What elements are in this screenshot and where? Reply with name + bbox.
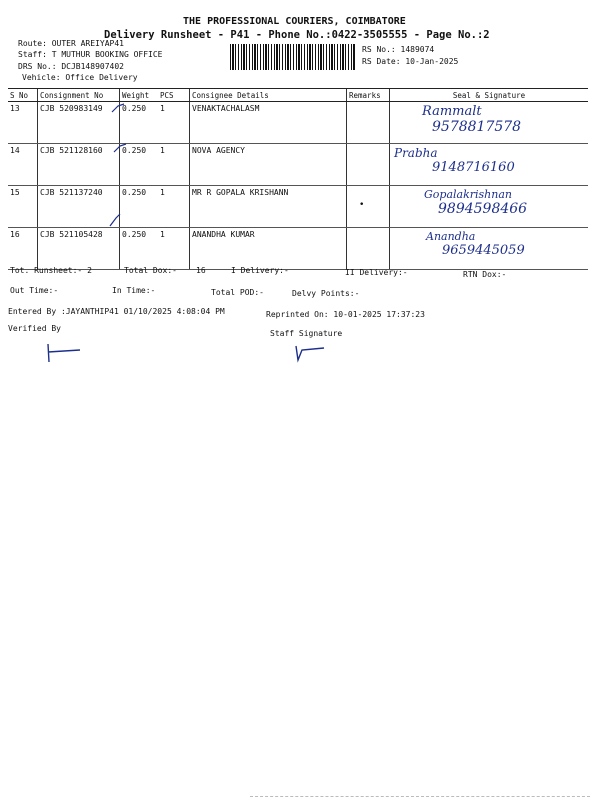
- verified-by-label: Verified By: [8, 324, 61, 333]
- row-weight: 0.250: [120, 144, 159, 186]
- table-row: [8, 102, 588, 144]
- signature-name: Anandha: [426, 230, 476, 243]
- route-label: Route: OUTER AREIYAP41: [18, 39, 124, 48]
- ii-delivery-label: II Delivery:-: [345, 268, 408, 277]
- row-remarks: [347, 102, 390, 144]
- rs-date: RS Date: 10-Jan-2025: [362, 57, 459, 66]
- col-seal-signature: Seal & Signature: [390, 89, 589, 102]
- table-header-row: [8, 89, 588, 102]
- signature-phone: 9148716160: [432, 160, 515, 175]
- row-sno: 13: [8, 102, 38, 144]
- verified-signature-mark: [40, 340, 85, 365]
- rtn-dox-label: RTN Dox:-: [463, 270, 507, 279]
- table-row: [8, 186, 588, 228]
- col-sno: S No: [8, 89, 38, 102]
- col-consignment: Consignment No: [38, 89, 120, 102]
- footer-line: [250, 796, 590, 797]
- tot-runsheet: Tot. Runsheet:- 2: [10, 266, 92, 275]
- row-remarks: [347, 186, 390, 228]
- entered-by: Entered By :JAYANTHIP41 01/10/2025 4:08:04 PM: [8, 307, 225, 316]
- table-row: [8, 228, 588, 270]
- row-signature: [390, 102, 589, 144]
- reprinted-on: Reprinted On: 10-01-2025 17:37:23: [266, 310, 425, 319]
- row-sno: 15: [8, 186, 38, 228]
- runsheet-table: [8, 88, 588, 270]
- signature-name: Gopalakrishnan: [424, 188, 512, 201]
- vehicle-label: Vehicle: Office Delivery: [22, 73, 138, 82]
- row-pcs: 1: [158, 186, 190, 228]
- in-time-label: In Time:-: [112, 286, 156, 295]
- staff-signature-label: Staff Signature: [270, 329, 343, 338]
- signature-phone: 9578817578: [432, 119, 522, 135]
- delvy-points-label: Delvy Points:-: [292, 289, 360, 298]
- row-weight: 0.250: [120, 102, 159, 144]
- row-signature: [390, 228, 589, 270]
- col-consignee: Consignee Details: [190, 89, 347, 102]
- row-signature: [390, 144, 589, 186]
- row-pcs: 1: [158, 144, 190, 186]
- row-pcs: 1: [158, 102, 190, 144]
- col-weight: Weight: [120, 89, 159, 102]
- company-title: THE PROFESSIONAL COURIERS, COIMBATORE: [183, 16, 406, 27]
- signature-name: Prabha: [394, 146, 438, 160]
- row-remarks: [347, 144, 390, 186]
- signature-name: Rammalt: [422, 104, 482, 119]
- row-pcs: 1: [158, 228, 190, 270]
- remark-dot: •: [359, 200, 365, 210]
- row-consignee: MR R GOPALA KRISHANN: [190, 186, 347, 228]
- barcode-image: [230, 44, 356, 70]
- col-remarks: Remarks: [347, 89, 390, 102]
- row-consignment: CJB 520983149: [38, 102, 120, 144]
- i-delivery-label: I Delivery:-: [231, 266, 289, 275]
- row-consignee: ANANDHA KUMAR: [190, 228, 347, 270]
- signature-phone: 9659445059: [442, 243, 525, 258]
- row-signature: [390, 186, 589, 228]
- total-pod-label: Total POD:-: [211, 288, 264, 297]
- row-sno: 16: [8, 228, 38, 270]
- row-consignee: NOVA AGENCY: [190, 144, 347, 186]
- staff-label: Staff: T MUTHUR BOOKING OFFICE: [18, 50, 163, 59]
- rs-number: RS No.: 1489074: [362, 45, 435, 54]
- row-consignment: CJB 521128160: [38, 144, 120, 186]
- row-weight: 0.250: [120, 186, 159, 228]
- staff-signature-mark: [290, 340, 330, 365]
- total-dox-value: 16: [196, 266, 206, 275]
- signature-phone: 9894598466: [438, 201, 528, 217]
- total-dox-label: Total Dox:-: [124, 266, 177, 275]
- row-consignment: CJB 521137240: [38, 186, 120, 228]
- row-weight: 0.250: [120, 228, 159, 270]
- pen-tick-marks: [108, 100, 138, 230]
- runsheet-title: Delivery Runsheet - P41 - Phone No.:0422-3505555 - Page No.:2: [104, 29, 490, 41]
- row-sno: 14: [8, 144, 38, 186]
- col-pcs: PCS: [158, 89, 190, 102]
- row-consignment: CJB 521105428: [38, 228, 120, 270]
- table-row: [8, 144, 588, 186]
- row-remarks: [347, 228, 390, 270]
- row-consignee: VENAKTACHALASM: [190, 102, 347, 144]
- out-time-label: Out Time:-: [10, 286, 59, 295]
- drs-number: DRS No.: DCJB148907402: [18, 62, 124, 71]
